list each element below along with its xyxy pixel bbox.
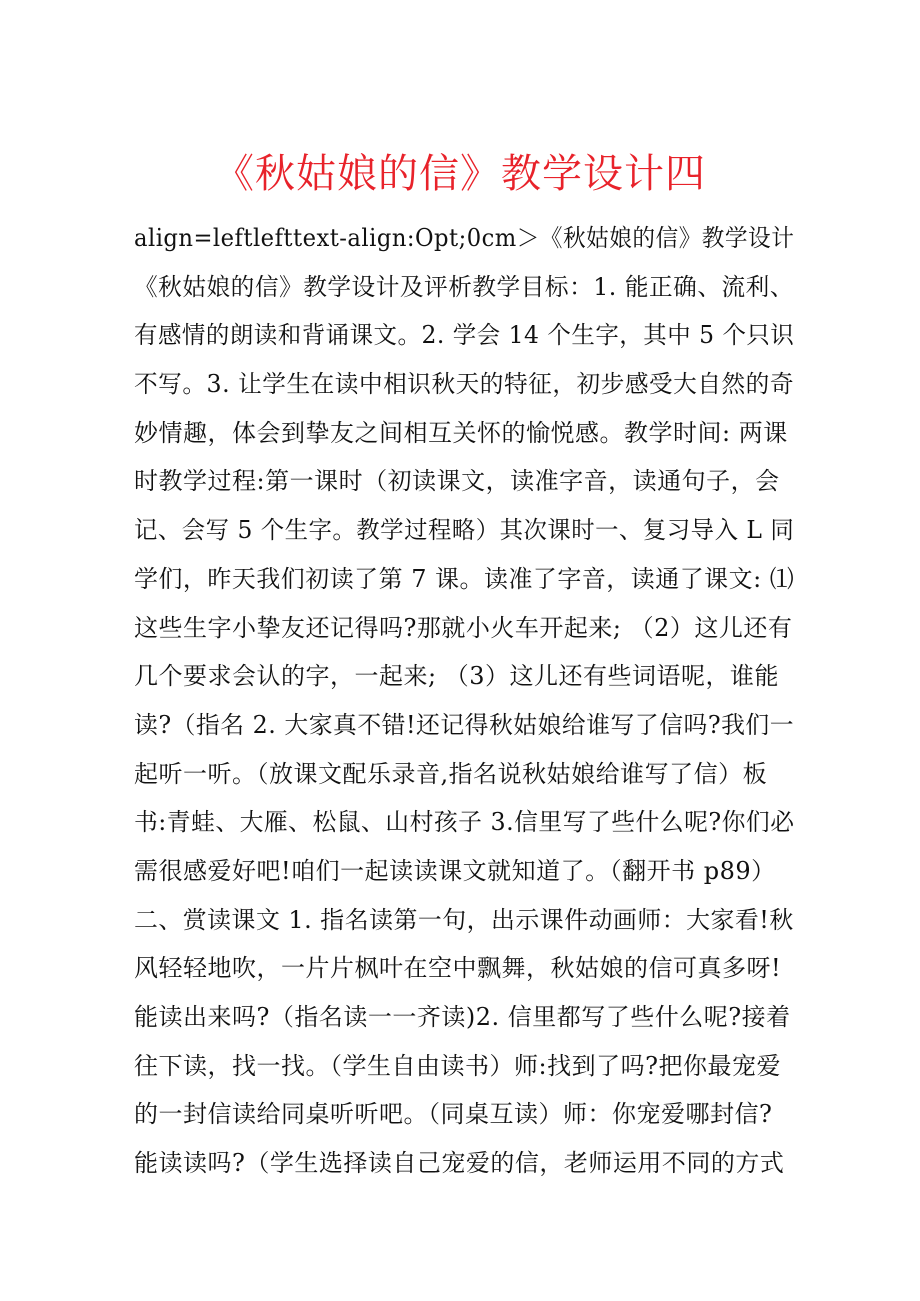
paragraph-line: 二、赏读课文 1. 指名读第一句，出示课件动画师：大家看!秋 bbox=[134, 905, 794, 934]
document-title: 《秋姑娘的信》教学设计四 bbox=[214, 151, 706, 197]
paragraph-line: 能读读吗?（学生选择读自己宠爱的信，老师运用不同的方式 bbox=[134, 1149, 785, 1178]
paragraph-line: align=leftlefttext-align:Opt;0cm＞《秋姑娘的信》教学设计 bbox=[134, 224, 795, 252]
paragraph-line: 不写。3. 让学生在读中相识秋天的特征，初步感受大自然的奇 bbox=[134, 370, 795, 399]
paragraph-line: 学们，昨天我们初读了第 7 课。读准了字音，读通了课文: ⑴ bbox=[134, 564, 795, 593]
paragraph-line: 《秋姑娘的信》教学设计及评析教学目标：1. 能正确、流利、 bbox=[134, 272, 795, 301]
paragraph-line: 书:青蛙、大雁、松鼠、山村孩子 3.信里写了些什么呢?你们必 bbox=[134, 808, 795, 837]
paragraph-line: 需很感爱好吧!咱们一起读读课文就知道了。（翻开书 p89） bbox=[134, 856, 776, 885]
paragraph-line: 往下读，找一找。（学生自由读书）师:找到了吗?把你最宠爱 bbox=[134, 1051, 781, 1080]
paragraph-line: 风轻轻地吹，一片片枫叶在空中飘舞，秋姑娘的信可真多呀! bbox=[134, 954, 782, 983]
paragraph-line: 能读出来吗?（指名读一一齐读)2. 信里都写了些什么呢?接着 bbox=[134, 1003, 791, 1031]
paragraph-line: 几个要求会认的字，一起来; （3）这儿还有些词语呢，谁能 bbox=[134, 662, 779, 691]
paragraph-line: 这些生字小挚友还记得吗?那就小火车开起来; （2）这儿还有 bbox=[134, 613, 793, 642]
paragraph-line: 妙情趣，体会到挚友之间相互关怀的愉悦感。教学时间: 两课 bbox=[134, 418, 788, 447]
paragraph-line: 起听一听。（放课文配乐录音,指名说秋姑娘给谁写了信）板 bbox=[134, 759, 768, 788]
document-body bbox=[134, 214, 794, 1188]
paragraph-line: 有感情的朗读和背诵课文。2. 学会 14 个生字，其中 5 个只识 bbox=[134, 321, 795, 350]
paragraph-line: 的一封信读给同桌听听吧。（同桌互读）师：你宠爱哪封信? bbox=[134, 1100, 773, 1129]
paragraph-line: 记、会写 5 个生字。教学过程略）其次课时一、复习导入 L 同 bbox=[134, 516, 795, 545]
paragraph-line: 时教学过程:第一课时（初读课文，读准字音，读通句子，会 bbox=[134, 467, 780, 496]
paragraph-line: 读?（指名 2. 大家真不错!还记得秋姑娘给谁写了信吗?我们一 bbox=[134, 710, 795, 739]
